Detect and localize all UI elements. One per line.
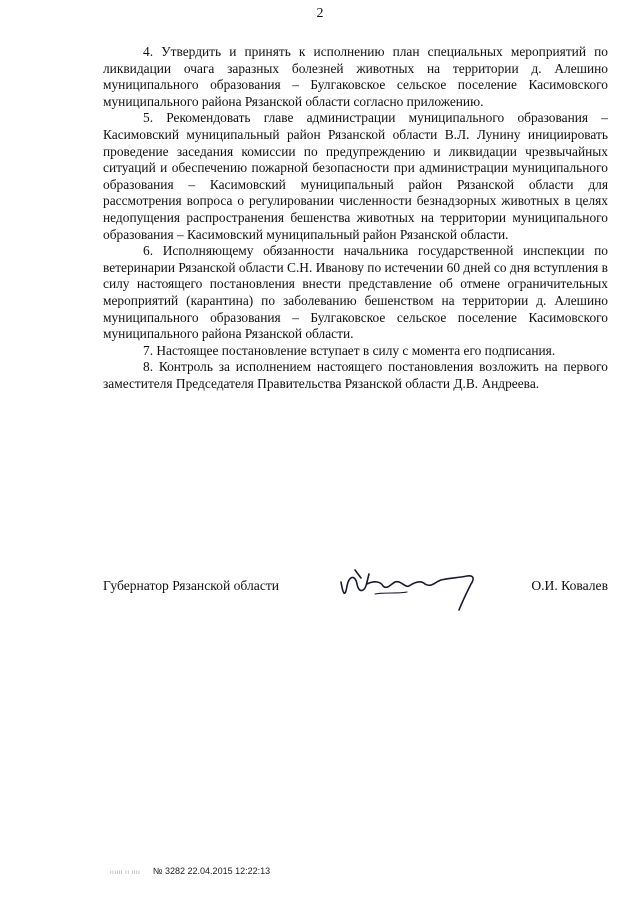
signatory-name: О.И. Ковалев [531, 578, 608, 593]
paragraph-5: 5. Рекомендовать главе администрации муниципального образования – Касимовский муниципальный район Рязанской области В.Л. Лунину инициировать проведение заседания комиссии по предупреждению и ликвидации чрезвычайных ситуаций и обеспечению пожарной безопасности при администрации муниципального образования – Касимовский муниципальный район Рязанской области для рассмотрения вопроса о регулировании численности безнадзорных животных в целях недопущения распространения бешенства животных на территории муниципального образования – Касимовский муниципальный район Рязанской области. [103, 110, 608, 242]
stamp-text: № 3282 22.04.2015 12:22:13 [152, 866, 271, 876]
handwritten-signature [335, 564, 485, 614]
signature-block [103, 570, 608, 610]
page-number: 2 [316, 6, 324, 21]
paragraph-7: 7. Настоящее постановление вступает в силу с момента его подписания. [143, 342, 556, 358]
paragraph-8: 8. Контроль за исполнением настоящего постановления возложить на первого заместителя Председателя Правительства Рязанской области Д.В. Андреева. [103, 359, 608, 391]
faint-mark: ıııııı ıı ıııı [110, 870, 141, 876]
paragraph-4: 4. Утвердить и принять к исполнению план специальных мероприятий по ликвидации очага заразных болезней животных на территории д. Алешино муниципального образования – Булгаковское сельское поселение Касимовского муниципального района Рязанской области согласно приложению. [103, 44, 608, 109]
paragraph-6: 6. Исполняющему обязанности начальника государственной инспекции по ветеринарии Рязанской области С.Н. Иванову по истечении 60 дней со дня вступления в силу настоящего постановления внести представление об отмене ограничительных мероприятий (карантина) по заболеванию бешенством на территории д. Алешино муниципального образования – Булгаковское сельское поселение Касимовского муниципального района Рязанской области. [103, 243, 608, 342]
document-body [103, 44, 608, 392]
signatory-title: Губернатор Рязанской области [103, 578, 280, 593]
registration-stamp [110, 866, 270, 876]
